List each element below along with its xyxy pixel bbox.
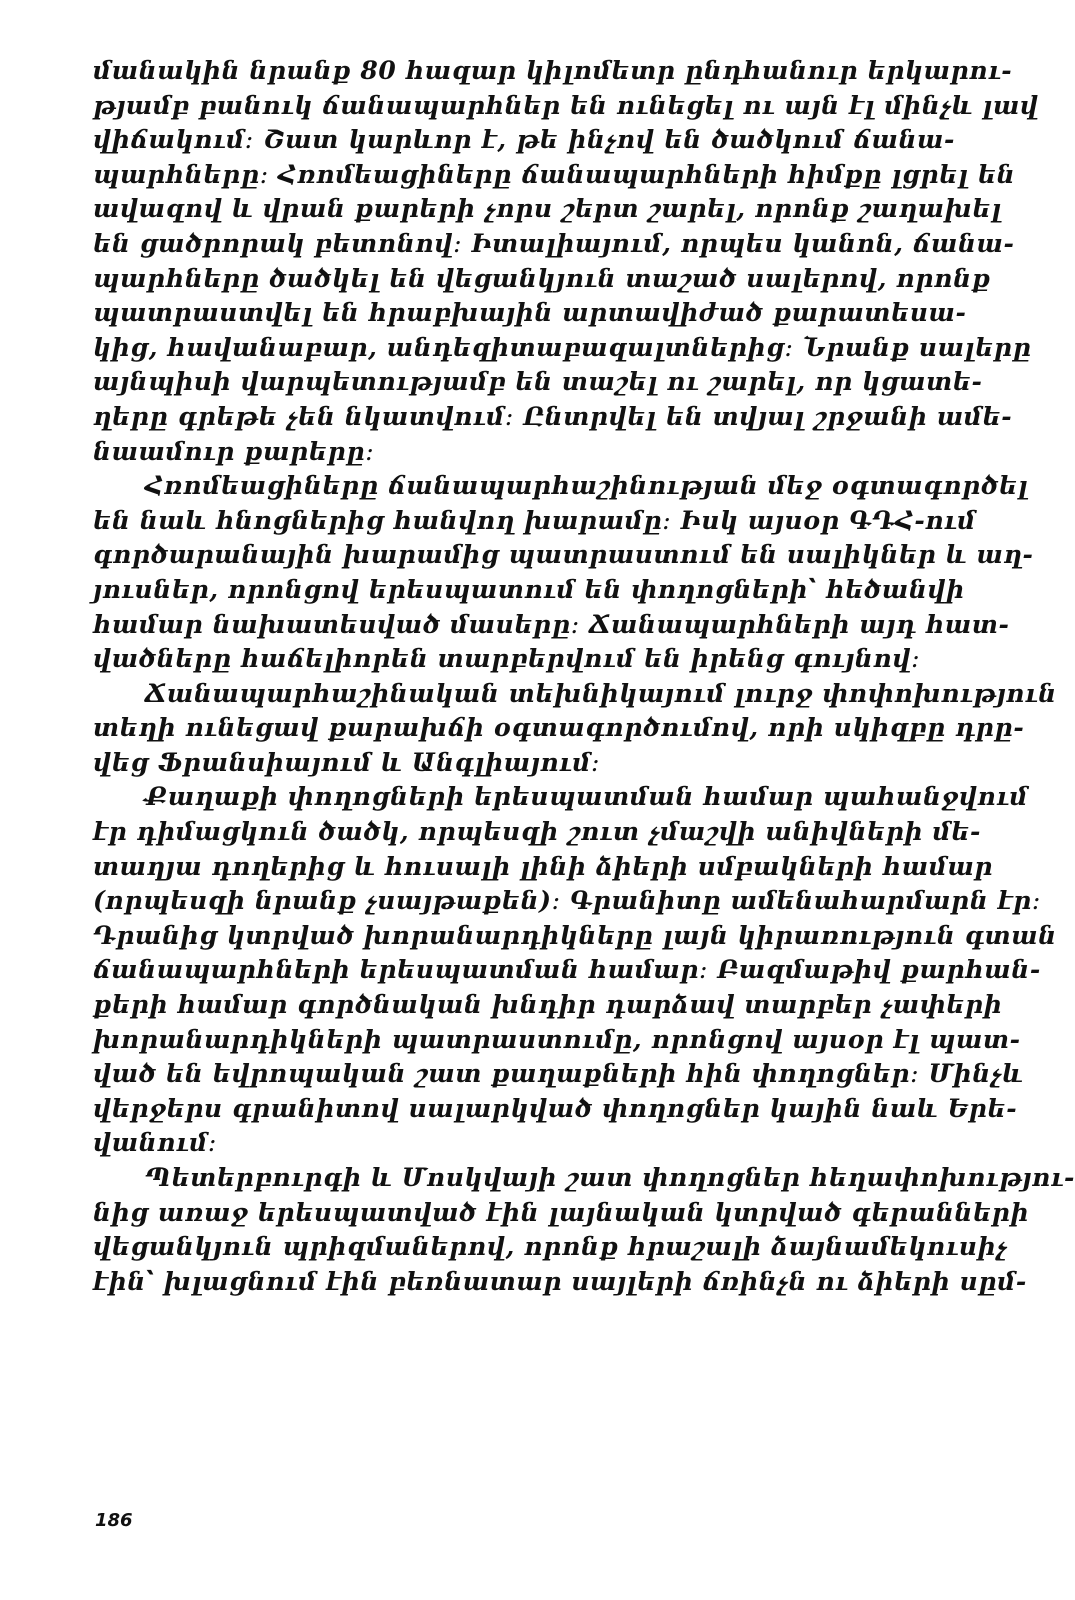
text-line: վիճակում։ Շատ կարևոր է, թե ինչով են ծածկում ճանա- — [93, 125, 955, 155]
text-line: ճանապարհների երեսպատման համար։ Բազմաթիվ քարհան- — [93, 955, 1041, 985]
text-line: տեղի ունեցավ քարախճի օգտագործումով, որի սկիզբը դրը- — [93, 713, 1025, 743]
text-line: պատրաստվել են հրաբխային արտավիժած քարատեսա- — [93, 298, 967, 328]
text-line: խորանարդիկների պատրաստումը, որոնցով այսօր էլ պատ- — [93, 1024, 1021, 1054]
text-line: էին՝ խլացնում էին բեռնատար սայլերի ճռինչն ու ձիերի սըմ- — [93, 1266, 1027, 1296]
text-line: վածները հաճելիորեն տարբերվում են իրենց գույնով։ — [93, 644, 921, 674]
text-line: են ցածրորակ բետոնով։ Իտալիայում, որպես կանոն, ճանա- — [93, 228, 1015, 258]
text-line: տաղյա դողերից և հուսալի լինի ձիերի սմբակների համար — [93, 851, 994, 881]
text-line: նից առաջ երեսպատված էին լայնական կտրված գերանների — [93, 1197, 1030, 1227]
text-line: համար նախատեսված մասերը։ Ճանապարհների այդ հատ- — [93, 609, 1010, 639]
text-line: պարհները։ Հռոմեացիները ճանապարհների հիմքը լցրել են — [93, 159, 1016, 189]
text-line: Պետերբուրգի և Մոսկվայի շատ փողոցներ հեղափոխությու- — [145, 1163, 1075, 1192]
text-line: Դրանից կտրված խորանարդիկները լայն կիրառություն գտան — [93, 920, 1057, 950]
text-line: Հռոմեացիները ճանապարհաշինության մեջ օգտագործել — [145, 471, 1029, 501]
text-line: նաամուր քարերը։ — [93, 436, 375, 466]
page-number: 186 — [95, 1510, 133, 1531]
body-text — [93, 54, 1075, 1299]
text-line: Քաղաքի փողոցների երեսպատման համար պահանջվում — [145, 782, 1029, 812]
text-line: քերի համար գործնական խնդիր դարձավ տարբեր չափերի — [93, 990, 1003, 1020]
text-line: պարհները ծածկել են վեցանկյուն տաշած սալերով, որոնք — [93, 263, 991, 293]
text-line: թյամբ բանուկ ճանապարհներ են ունեցել ու այն էլ մինչև լավ — [93, 90, 1039, 120]
text-line: ավազով և վրան քարերի չորս շերտ շարել, որոնք շաղախել — [93, 194, 1002, 224]
text-line: վեց Ֆրանսիայում և Անգլիայում։ — [93, 747, 601, 777]
text-line: ղերը գրեթե չեն նկատվում։ Ընտրվել են տվյալ շրջանի ամե- — [93, 401, 1013, 431]
text-line: են նաև հնոցներից հանվող խարամը։ Իսկ այսօր ԳԴՀ-ում — [93, 505, 977, 535]
text-line: մանակին նրանք 80 հազար կիլոմետր ընդհանուր երկարու- — [93, 56, 1013, 85]
text-line: գործարանային խարամից պատրաստում են սալիկներ և աղ- — [93, 540, 1034, 570]
text-line: վեցանկյուն պրիզմաներով, որոնք հրաշալի ձայնամեկուսիչ — [93, 1232, 1008, 1262]
text-line: վանում։ — [93, 1128, 218, 1158]
text-line: (որպեսզի նրանք չսայթաքեն)։ Գրանիտը ամենահարմարն էր։ — [93, 886, 1041, 916]
text-line: Ճանապարհաշինական տեխնիկայում լուրջ փոփոխություն — [145, 678, 1057, 708]
text-line: կից, հավանաբար, անդեզիտաբազալտներից։ Նրանք սալերը — [93, 332, 1032, 362]
text-line: ված են եվրոպական շատ քաղաքների հին փողոցներ։ Մինչև — [93, 1059, 1024, 1089]
text-line: էր դիմացկուն ծածկ, որպեսզի շուտ չմաշվի անիվների մե- — [93, 817, 982, 847]
text-line: յուսներ, որոնցով երեսպատում են փողոցների՝ հեծանվի — [93, 574, 965, 604]
text-line: վերջերս գրանիտով սալարկված փողոցներ կային նաև Երե- — [93, 1093, 1018, 1123]
text-line: այնպիսի վարպետությամբ են տաշել ու շարել, որ կցատե- — [93, 367, 983, 397]
